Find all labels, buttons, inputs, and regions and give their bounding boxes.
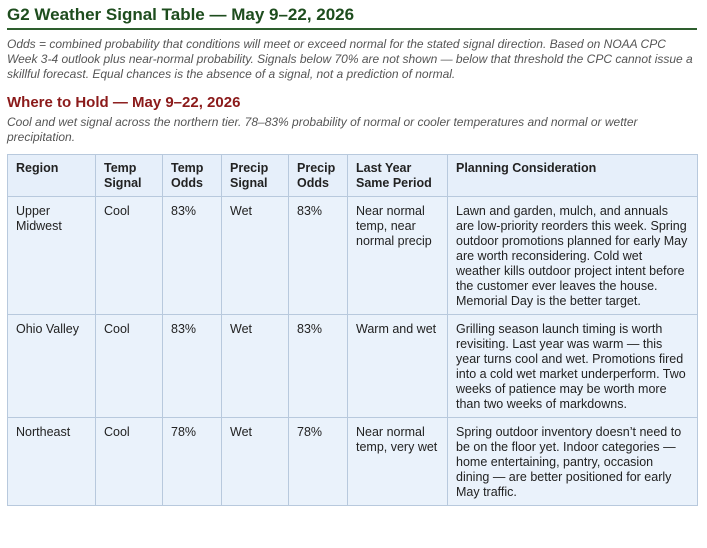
cell-last-year: Near normal temp, near normal precip [348,197,448,315]
cell-precip-signal: Wet [222,418,289,506]
cell-temp-odds: 83% [163,197,222,315]
column-header-precip-signal: Precip Signal [222,155,289,197]
cell-temp-signal: Cool [96,418,163,506]
cell-temp-signal: Cool [96,315,163,418]
cell-precip-odds: 83% [289,315,348,418]
column-header-region: Region [8,155,96,197]
cell-precip-odds: 78% [289,418,348,506]
cell-precip-signal: Wet [222,315,289,418]
section-title: Where to Hold — May 9–22, 2026 [7,94,241,111]
page-title: G2 Weather Signal Table — May 9–22, 2026 [7,4,697,30]
weather-signal-table [7,154,698,506]
page [7,4,697,506]
table-row [8,197,698,315]
odds-note: Odds = combined probability that conditions will meet or exceed normal for the stated signal direction. Based on NOAA CPC Week 3-4 outlook plus near-normal probability. Signals below 70% are not shown — below that threshold the CPC cannot issue a skillful forecast. Equal chances is the absence of a signal, not a prediction of normal. [7,37,693,81]
cell-region: Ohio Valley [8,315,96,418]
cell-planning: Spring outdoor inventory doesn’t need to be on the floor yet. Indoor categories — home entertaining, pantry, occasion dining — are better positioned for early May traffic. [448,418,698,506]
cell-planning: Grilling season launch timing is worth revisiting. Last year was warm — this year turns cool and wet. Promotions fired into a cold wet market underperform. Two weeks of patience may be worth more than two weeks of markdowns. [448,315,698,418]
column-header-temp-signal: Temp Signal [96,155,163,197]
cell-region: Upper Midwest [8,197,96,315]
cell-precip-signal: Wet [222,197,289,315]
column-header-planning: Planning Consideration [448,155,698,197]
cell-last-year: Warm and wet [348,315,448,418]
cell-temp-odds: 83% [163,315,222,418]
cell-region: Northeast [8,418,96,506]
cell-planning: Lawn and garden, mulch, and annuals are low-priority reorders this week. Spring outdoor promotions planned for early May are worth reconsidering. Cold wet weather kills outdoor project intent before the customer ever leaves the house. Memorial Day is the better target. [448,197,698,315]
column-header-precip-odds: Precip Odds [289,155,348,197]
cell-precip-odds: 83% [289,197,348,315]
table-header-row [8,155,698,197]
cell-last-year: Near normal temp, very wet [348,418,448,506]
section-description: Cool and wet signal across the northern tier. 78–83% probability of normal or cooler temperatures and normal or wetter precipitation. [7,115,638,144]
column-header-last-year: Last Year Same Period [348,155,448,197]
cell-temp-signal: Cool [96,197,163,315]
column-header-temp-odds: Temp Odds [163,155,222,197]
table-row [8,315,698,418]
cell-temp-odds: 78% [163,418,222,506]
table-row [8,418,698,506]
